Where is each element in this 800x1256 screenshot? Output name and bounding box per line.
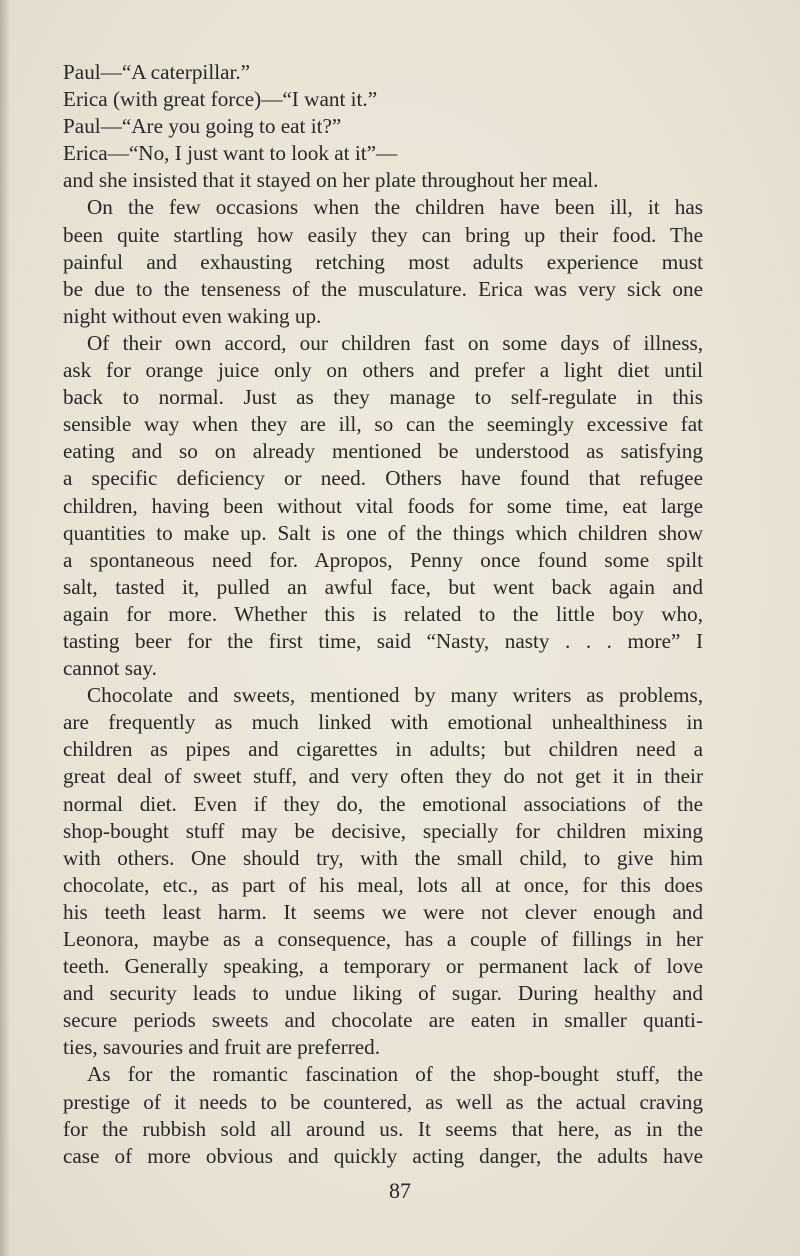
text-line: night without even waking up. <box>63 303 322 328</box>
text-line: salt, tasted it, pulled an awful face, but went back again and <box>63 574 703 599</box>
text-line: been quite startling how easily they can bring up their food. The <box>63 222 703 247</box>
page-number: 87 <box>389 1178 411 1203</box>
text-line: ask for orange juice only on others and prefer a light diet until <box>63 358 703 383</box>
text-line: cannot say. <box>63 656 157 681</box>
text-line: sensible way when they are ill, so can the seemingly excessive fat <box>63 412 703 437</box>
text-line: case of more obvious and quickly acting danger, the adults have <box>63 1143 703 1168</box>
text-line: normal diet. Even if they do, the emotional associations of the <box>63 791 703 816</box>
text-line: Erica (with great force)—“I want it.” <box>63 87 378 112</box>
text-line: teeth. Generally speaking, a temporary or permanent lack of love <box>63 954 703 979</box>
text-line: back to normal. Just as they manage to self-regulate in this <box>63 385 703 410</box>
text-line: secure periods sweets and chocolate are eaten in smaller quanti- <box>63 1008 703 1033</box>
text-line: Of their own accord, our children fast on some days of illness, <box>87 330 703 355</box>
page-gutter-shadow <box>0 0 10 1256</box>
text-line: chocolate, etc., as part of his meal, lots all at once, for this does <box>63 872 703 897</box>
text-line: a spontaneous need for. Apropos, Penny once found some spilt <box>63 547 703 572</box>
text-line: ties, savouries and fruit are preferred. <box>63 1035 381 1060</box>
text-line: As for the romantic fascination of the shop-bought stuff, the <box>87 1062 703 1087</box>
text-line: shop-bought stuff may be decisive, specially for children mixing <box>63 818 703 843</box>
text-line: again for more. Whether this is related to the little boy who, <box>63 601 703 626</box>
text-line: and security leads to undue liking of sugar. During healthy and <box>63 981 703 1006</box>
text-line: quantities to make up. Salt is one of the things which children show <box>63 520 703 545</box>
text-line: his teeth least harm. It seems we were not clever enough and <box>63 899 703 924</box>
text-line: On the few occasions when the children have been ill, it has <box>87 195 703 220</box>
text-line: tasting beer for the first time, said “Nasty, nasty . . . more” I <box>63 628 703 653</box>
text-line: children, having been without vital foods for some time, eat large <box>63 493 703 518</box>
text-line: Chocolate and sweets, mentioned by many writers as problems, <box>87 683 703 708</box>
text-line: are frequently as much linked with emotional unhealthiness in <box>63 710 703 735</box>
text-line: a specific deficiency or need. Others have found that refugee <box>63 466 703 491</box>
text-line: be due to the tenseness of the musculature. Erica was very sick one <box>63 276 703 301</box>
text-line: with others. One should try, with the small child, to give him <box>63 845 703 870</box>
body-text <box>63 59 703 1170</box>
text-line: Paul—“Are you going to eat it?” <box>63 114 342 139</box>
text-line: Leonora, maybe as a consequence, has a couple of fillings in her <box>63 927 703 951</box>
text-line: children as pipes and cigarettes in adults; but children need a <box>63 737 703 762</box>
text-line: prestige of it needs to be countered, as well as the actual craving <box>63 1089 703 1114</box>
text-line: eating and so on already mentioned be understood as satisfying <box>63 439 703 464</box>
text-line: painful and exhausting retching most adults experience must <box>63 249 703 274</box>
text-line: Paul—“A caterpillar.” <box>63 60 251 84</box>
text-line: and she insisted that it stayed on her plate throughout her meal. <box>63 168 599 193</box>
text-line: for the rubbish sold all around us. It seems that here, as in the <box>63 1116 703 1141</box>
text-line: Erica—“No, I just want to look at it”— <box>63 141 398 166</box>
text-line: great deal of sweet stuff, and very often they do not get it in their <box>63 764 703 789</box>
